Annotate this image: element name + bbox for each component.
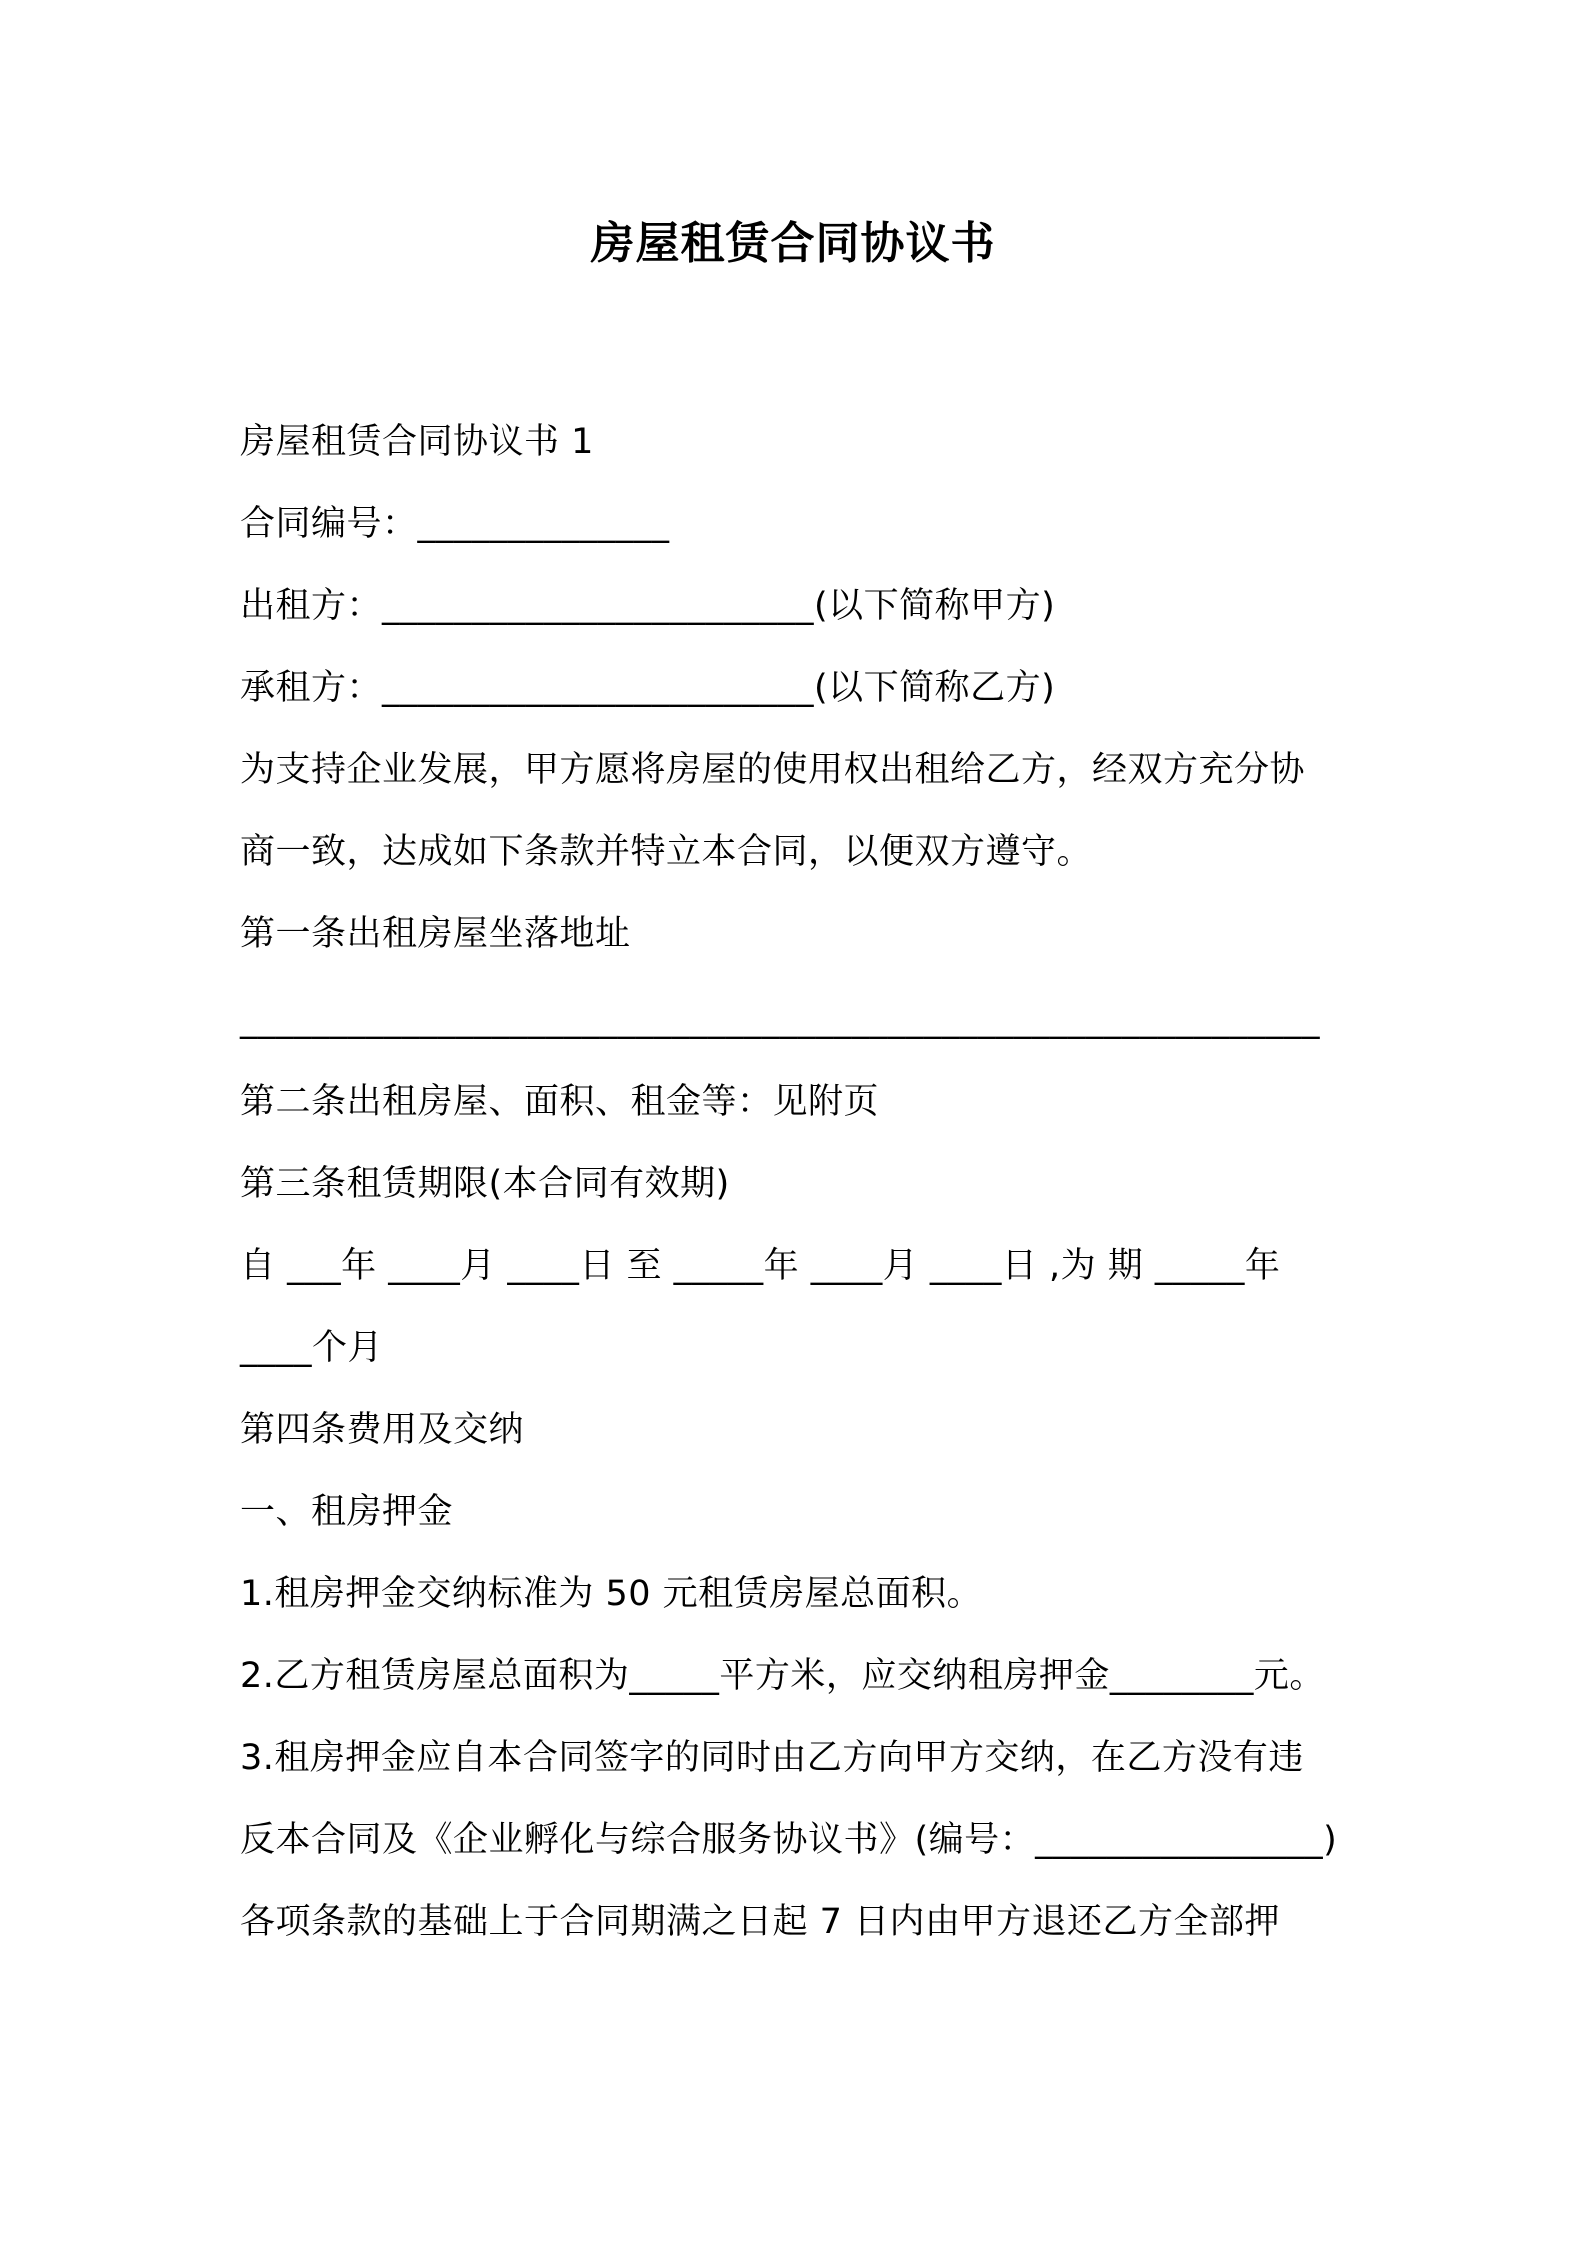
lessee-line: 承租方：________________________(以下简称乙方) xyxy=(240,668,1056,708)
term-period-line-2: ____个月 xyxy=(240,1328,384,1368)
deposit-item-2: 2.乙方租赁房屋总面积为_____平方米，应交纳租房押金________元。 xyxy=(240,1656,1325,1696)
article-3-heading: 第三条租赁期限(本合同有效期) xyxy=(240,1164,730,1204)
deposit-item-3-line-3: 各项条款的基础上于合同期满之日起 7 日内由甲方退还乙方全部押 xyxy=(240,1902,1281,1942)
contract-number-line: 合同编号：______________ xyxy=(240,504,670,544)
preamble-line-1: 为支持企业发展，甲方愿将房屋的使用权出租给乙方，经双方充分协 xyxy=(240,750,1306,790)
deposit-item-1: 1.租房押金交纳标准为 50 元租赁房屋总面积。 xyxy=(240,1574,983,1614)
article-4-heading: 第四条费用及交纳 xyxy=(240,1410,525,1450)
deposit-heading: 一、租房押金 xyxy=(240,1492,454,1532)
deposit-item-3-line-2: 反本合同及《企业孵化与综合服务协议书》(编号：________________) xyxy=(240,1820,1338,1860)
subtitle-line: 房屋租赁合同协议书 1 xyxy=(240,422,594,462)
lessor-line: 出租方：________________________(以下简称甲方) xyxy=(240,586,1056,626)
document-title: 房屋租赁合同协议书 xyxy=(590,218,996,269)
preamble-line-2: 商一致，达成如下条款并特立本合同，以便双方遵守。 xyxy=(240,832,1093,872)
article-2-heading: 第二条出租房屋、面积、租金等：见附页 xyxy=(240,1082,880,1122)
article-1-heading: 第一条出租房屋坐落地址 xyxy=(240,914,631,954)
address-blank-line: ____________________________________________________________ xyxy=(240,1000,1320,1040)
deposit-item-3-line-1: 3.租房押金应自本合同签字的同时由乙方向甲方交纳，在乙方没有违 xyxy=(240,1738,1304,1778)
term-period-line-1: 自 ___年 ____月 ____日 至 _____年 ____月 ____日 ,为 期 _____年 xyxy=(240,1246,1281,1286)
